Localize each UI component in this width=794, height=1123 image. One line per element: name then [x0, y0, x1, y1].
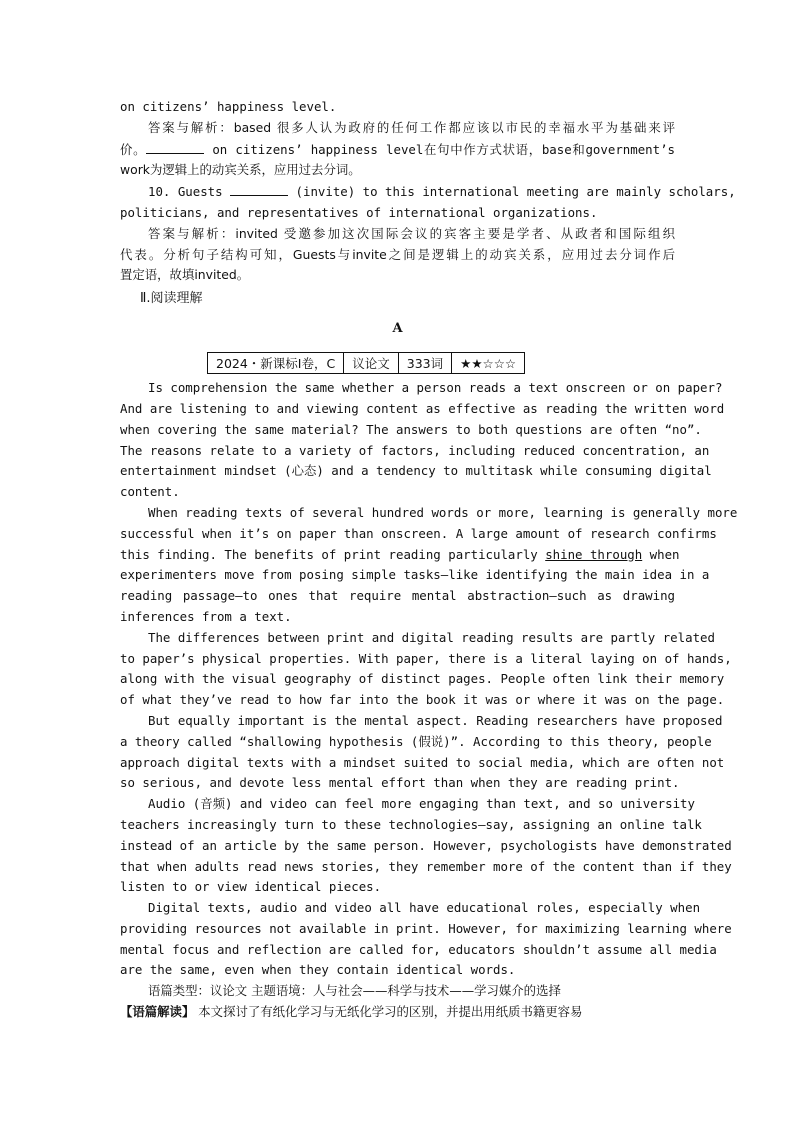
passage-line: inferences from a text. — [120, 608, 292, 624]
reading-passage — [120, 378, 738, 981]
passage-line: experimenters move from posing simple tasks—like identifying the main idea in a — [120, 567, 710, 583]
passage-info-table — [207, 352, 525, 374]
q9-answer-text: 价。 — [120, 141, 147, 157]
q9-continuation: on citizens’ happiness level. — [120, 99, 337, 114]
q10-line-2: politicians, and representatives of international organizations. — [120, 204, 598, 220]
passage-line: successful when it’s on paper than onscreen. A large amount of research confirms — [120, 525, 717, 541]
info-word-count: 333词 — [398, 353, 451, 374]
passage-line: listen to or view identical pieces. — [120, 879, 382, 895]
q9-answer-line-1: 答案与解析：based 很多人认为政府的任何工作都应该以市民的幸福水平为基础来评 — [148, 119, 675, 135]
passage-line: Digital texts, audio and video all have educational roles, especially when — [148, 900, 701, 916]
passage-text: when — [642, 546, 680, 562]
q10-answer-line-2: 代表。分析句子结构可知，Guests与invite之间是逻辑上的动宾关系，应用过去分词作后 — [120, 246, 675, 262]
q10-answer-line-1: 答案与解析：invited 受邀参加这次国际会议的宾客主要是学者、从政者和国际组织 — [148, 225, 675, 241]
passage-text: this finding. The benefits of print reading particularly — [120, 546, 546, 562]
q9-answer-text: on citizens’ happiness level在句中作方式状语，base和government’s — [204, 141, 675, 157]
analysis-line — [120, 1002, 675, 1023]
passage-line: entertainment mindset (心态) and a tendency to multitask while consuming digital — [120, 463, 712, 479]
passage-line: are the same, even when they contain identical words. — [120, 962, 516, 978]
passage-line: The reasons relate to a variety of factors, including reduced concentration, an — [120, 442, 710, 458]
passage-line: that when adults read news stories, they remember more of the content than if they — [120, 858, 732, 874]
passage-line: approach digital texts with a mindset suited to social media, which are often not — [120, 754, 725, 770]
analysis-label: 【语篇解读】 — [120, 1004, 195, 1020]
answer-blank — [146, 139, 204, 154]
passage-line: so serious, and devote less mental effort than when they are reading print. — [120, 775, 680, 791]
document-page — [120, 97, 738, 1023]
passage-line — [120, 545, 680, 566]
q10-line-1 — [120, 181, 736, 203]
info-source: 2024・新课标Ⅰ卷，C — [208, 353, 344, 374]
passage-line: of what they’ve read to how far into the book it was or where it was on the page. — [120, 692, 725, 708]
passage-line: when covering the same material? The answers to both questions are often “no”. — [120, 421, 702, 437]
q9-answer-line-2 — [120, 139, 675, 161]
passage-line: content. — [120, 484, 180, 500]
analysis-text: 本文探讨了有纸化学习与无纸化学习的区别，并提出用纸质书籍更容易 — [194, 1004, 583, 1020]
passage-line: mental focus and reflection are called for, educators shouldn’t assume all media — [120, 941, 717, 957]
section-title: Ⅱ.阅读理解 — [140, 291, 203, 307]
passage-line: teachers increasingly turn to these technologies—say, assigning an online talk — [120, 816, 702, 832]
passage-line: reading passage—to ones that require mental abstraction—such as drawing — [120, 588, 675, 604]
q10-text: 10. Guests — [148, 184, 231, 200]
info-difficulty-stars: ★★☆☆☆ — [452, 353, 525, 374]
q9-answer-line-3: work为逻辑上的动宾关系，应用过去分词。 — [120, 162, 361, 178]
passage-line: When reading texts of several hundred words or more, learning is generally more — [148, 504, 738, 520]
passage-line: Audio (音频) and video can feel more engaging than text, and so university — [148, 796, 695, 812]
passage-line: And are listening to and viewing content as effective as reading the written word — [120, 400, 725, 416]
passage-line: a theory called “shallowing hypothesis (假说)”. According to this theory, people — [120, 733, 712, 749]
answer-blank — [230, 181, 288, 196]
passage-line: along with the visual geography of distinct pages. People often link their memory — [120, 671, 725, 687]
passage-line: to paper’s physical properties. With paper, there is a literal laying on of hands, — [120, 650, 732, 666]
underlined-phrase: shine through — [545, 546, 643, 562]
q10-text: (invite) to this international meeting are mainly scholars, — [288, 184, 736, 200]
passage-line: The differences between print and digital reading results are partly related — [148, 629, 715, 645]
passage-line: instead of an article by the same person. However, psychologists have demonstrated — [120, 837, 732, 853]
q10-answer-line-3: 置定语，故填invited。 — [120, 267, 250, 283]
passage-line: providing resources not available in print. However, for maximizing learning where — [120, 920, 732, 936]
passage-line: But equally important is the mental aspect. Reading researchers have proposed — [148, 712, 723, 728]
passage-label: A — [392, 321, 403, 337]
passage-line: Is comprehension the same whether a person reads a text onscreen or on paper? — [148, 380, 723, 396]
genre-line: 语篇类型：议论文 主题语境：人与社会——科学与技术——学习媒介的选择 — [148, 983, 561, 999]
info-genre: 议论文 — [344, 353, 399, 374]
